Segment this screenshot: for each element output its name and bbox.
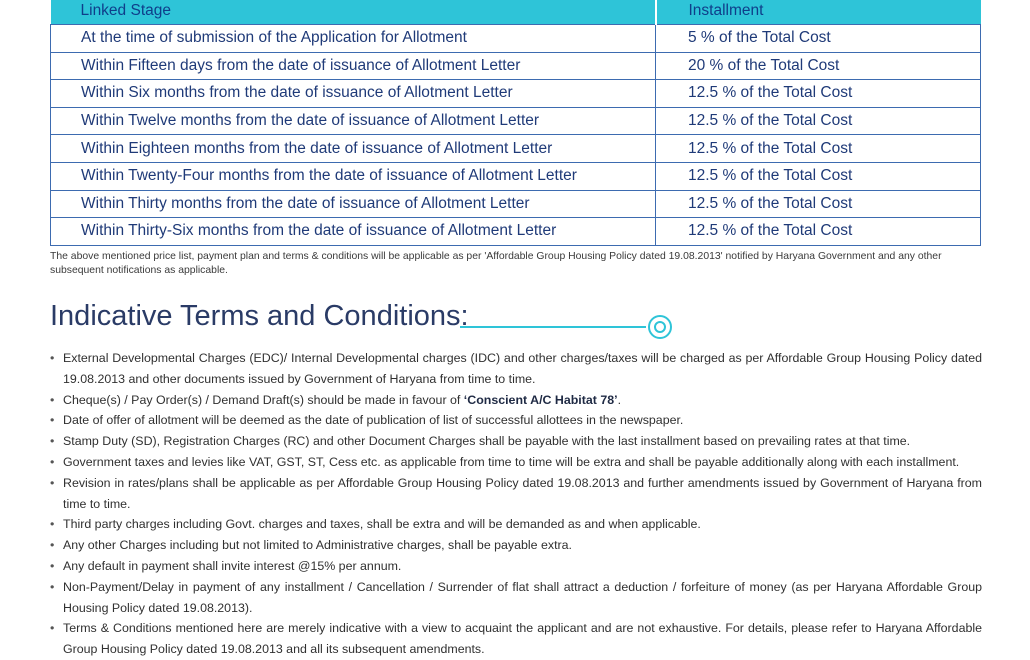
list-item: • Terms & Conditions mentioned here are merely indicative with a view to acquaint the applicant and are not exhaustive. For details, please refer to Haryana Affordable Group Housing Policy dated 19.08.2013 and all its subsequent amendments. bbox=[50, 618, 982, 660]
list-item bbox=[50, 390, 982, 411]
table-row bbox=[51, 162, 981, 190]
stage-cell: Within Eighteen months from the date of issuance of Allotment Letter bbox=[51, 135, 656, 163]
list-item: • External Developmental Charges (EDC)/ Internal Developmental charges (IDC) and other charges/taxes will be charged as per Affordable Group Housing Policy dated 19.08.2013 and other documents issued by Government of Haryana from time to time. bbox=[50, 348, 982, 390]
list-item: • Any default in payment shall invite interest @15% per annum. bbox=[50, 556, 982, 577]
stage-cell: Within Thirty months from the date of issuance of Allotment Letter bbox=[51, 190, 656, 218]
table-row bbox=[51, 218, 981, 246]
installment-cell: 12.5 % of the Total Cost bbox=[656, 190, 981, 218]
stage-cell: Within Twenty-Four months from the date of issuance of Allotment Letter bbox=[51, 162, 656, 190]
policy-note: The above mentioned price list, payment plan and terms & conditions will be applicable as per 'Affordable Group Housing Policy dated 19.08.2013' notified by Haryana Government and any other subsequent notifications as applicable. bbox=[50, 251, 942, 276]
list-item: • Date of offer of allotment will be deemed as the date of publication of list of successful allottees in the newspaper. bbox=[50, 410, 982, 431]
term-text-end: . bbox=[617, 392, 622, 407]
table-header-row bbox=[51, 0, 981, 25]
decoration-ring-outer bbox=[649, 316, 671, 338]
table-row bbox=[51, 135, 981, 163]
list-item: • Any other Charges including but not limited to Administrative charges, shall be payable extra. bbox=[50, 535, 982, 556]
title-underline-decoration bbox=[458, 313, 678, 341]
list-item: • Stamp Duty (SD), Registration Charges (RC) and other Document Charges shall be payable with the last installment based on prevailing rates at that time. bbox=[50, 431, 982, 452]
decoration-ring-inner bbox=[655, 322, 665, 332]
installment-cell: 12.5 % of the Total Cost bbox=[656, 80, 981, 108]
installment-cell: 20 % of the Total Cost bbox=[656, 52, 981, 80]
stage-cell: Within Twelve months from the date of issuance of Allotment Letter bbox=[51, 107, 656, 135]
terms-list bbox=[50, 348, 982, 660]
section-title: Indicative Terms and Conditions: bbox=[50, 300, 469, 332]
header-installment: Installment bbox=[656, 0, 981, 25]
table-row bbox=[51, 107, 981, 135]
stage-cell: Within Six months from the date of issuance of Allotment Letter bbox=[51, 80, 656, 108]
table-row bbox=[51, 80, 981, 108]
table-row bbox=[51, 190, 981, 218]
stage-cell: At the time of submission of the Application for Allotment bbox=[51, 25, 656, 53]
installment-cell: 12.5 % of the Total Cost bbox=[656, 218, 981, 246]
table-row bbox=[51, 52, 981, 80]
table-row bbox=[51, 25, 981, 53]
list-item: • Third party charges including Govt. charges and taxes, shall be extra and will be demanded as and when applicable. bbox=[50, 514, 982, 535]
list-item: • Non-Payment/Delay in payment of any installment / Cancellation / Surrender of flat shall attract a deduction / forfeiture of money (as per Haryana Affordable Group Housing Policy dated 19.08.2013). bbox=[50, 577, 982, 619]
installment-cell: 12.5 % of the Total Cost bbox=[656, 107, 981, 135]
header-linked-stage: Linked Stage bbox=[51, 0, 656, 25]
installment-cell: 5 % of the Total Cost bbox=[656, 25, 981, 53]
payee-name: ‘Conscient A/C Habitat 78’ bbox=[463, 392, 618, 407]
payment-schedule-table bbox=[50, 0, 981, 246]
stage-cell: Within Thirty-Six months from the date of issuance of Allotment Letter bbox=[51, 218, 656, 246]
term-text: Cheque(s) / Pay Order(s) / Demand Draft(s) should be made in favour of bbox=[63, 392, 464, 407]
stage-cell: Within Fifteen days from the date of issuance of Allotment Letter bbox=[51, 52, 656, 80]
list-item: • Revision in rates/plans shall be applicable as per Affordable Group Housing Policy dated 19.08.2013 and further amendments issued by Government of Haryana from time to time. bbox=[50, 473, 982, 515]
installment-cell: 12.5 % of the Total Cost bbox=[656, 162, 981, 190]
list-item: • Government taxes and levies like VAT, GST, ST, Cess etc. as applicable from time to time will be extra and shall be payable additionally along with each installment. bbox=[50, 452, 982, 473]
installment-cell: 12.5 % of the Total Cost bbox=[656, 135, 981, 163]
